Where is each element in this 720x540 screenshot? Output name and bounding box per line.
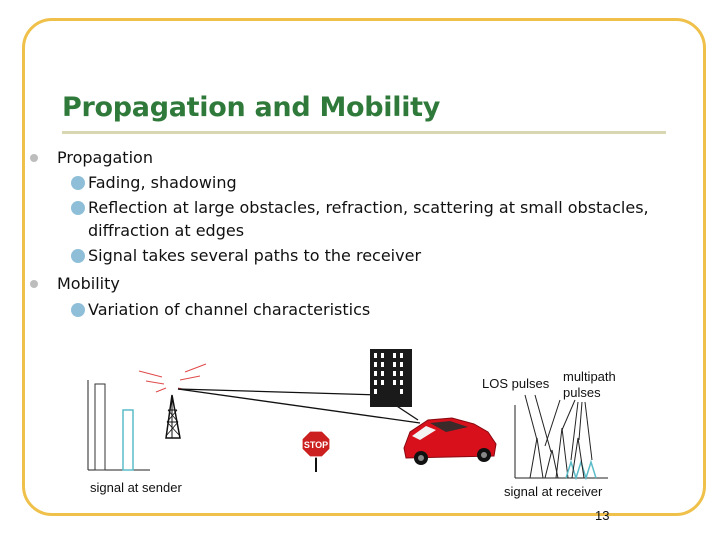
multipath-echo-pulses — [566, 462, 596, 478]
los-pulse-1 — [530, 438, 543, 478]
sub-bullet-multipath: Signal takes several paths to the receiver — [88, 246, 422, 265]
sub-bullet-fading: Fading, shadowing — [88, 173, 237, 192]
multipath-label-line1: multipath — [563, 369, 616, 384]
sub-bullet-reflection: Reflection at large obstacles, refraction, scattering at small obstacles, — [88, 198, 649, 217]
antenna-tower-icon — [166, 395, 180, 438]
los-pulses-label: LOS pulses — [482, 376, 550, 391]
receiver-label: signal at receiver — [504, 484, 603, 499]
multipath-label-line2: pulses — [563, 385, 601, 400]
signal-rays-icon — [139, 364, 206, 392]
sub-bullet-variation: Variation of channel characteristics — [88, 300, 371, 319]
bullet-propagation: Propagation — [57, 148, 153, 167]
receiver-signal-plot — [482, 369, 616, 499]
car-icon — [404, 418, 496, 465]
multipath-pulse-1 — [556, 428, 568, 478]
slide-title: Propagation and Mobility — [62, 92, 441, 123]
bullet-mobility: Mobility — [57, 274, 120, 293]
stop-sign-text: STOP — [303, 440, 329, 450]
sender-pulse-1 — [95, 384, 105, 470]
sub-bullet-reflection-cont: diffraction at edges — [88, 221, 245, 240]
page-number: 13 — [595, 508, 610, 523]
stop-sign-icon — [302, 431, 330, 472]
sender-label: signal at sender — [90, 480, 182, 495]
building-icon — [370, 349, 412, 407]
sender-pulse-2 — [123, 410, 133, 470]
path-to-building — [178, 389, 380, 395]
